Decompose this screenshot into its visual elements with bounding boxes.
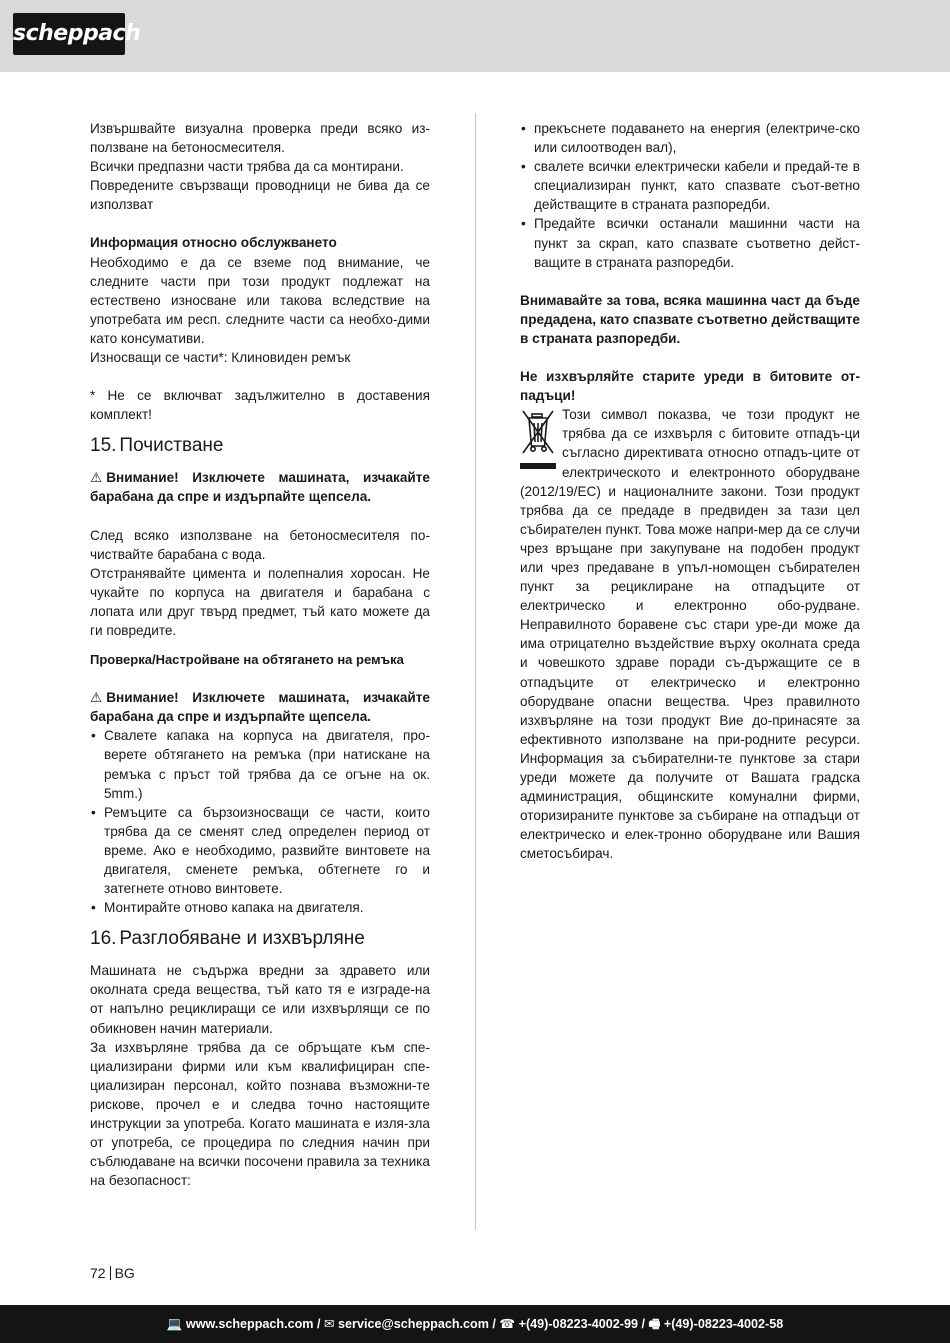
warning-text: Внимание! Изключете машината, изчакайте барабана да спре и издърпайте щепсела. xyxy=(90,690,430,725)
footnote: * Не се включват задължително в доставения комплект! xyxy=(90,388,430,423)
contact-footer: 💻 www.scheppach.com / ✉ service@scheppach.com / ☎ +(49)-08223-4002-99 / 🖷 +(49)-08223-4002-58 xyxy=(0,1305,950,1343)
paragraph: Извършвайте визуална проверка преди всяко из-ползване на бетоносмесителя. xyxy=(90,121,430,156)
belt-steps-list xyxy=(90,726,430,917)
list-item: • прекъснете подаването на енергия (електриче-ско или силоотводен вал), xyxy=(520,119,860,157)
page-number-value: 72 xyxy=(90,1265,106,1281)
paragraph: Отстранявайте цимента и полепналия хоросан. Не чукайте по корпуса на двигателя и барабана с лопата или друг твърд предмет, тъй като можете да ги повредите. xyxy=(90,565,430,638)
page-number xyxy=(90,1264,135,1283)
section-16-heading xyxy=(90,927,430,951)
scheppach-logo: scheppach xyxy=(13,13,125,55)
crossed-out-wheelie-bin-icon xyxy=(520,407,556,471)
list-item: • Предайте всички останали машинни части на пункт за скрап, като спазвате съответно дейст-ващите в страната разпоредби. xyxy=(520,214,860,271)
section-number: 15. xyxy=(90,435,117,457)
disposal-steps-list xyxy=(520,119,860,272)
section-title: Разглобяване и изхвърляне xyxy=(119,928,365,950)
weee-heading: Не изхвърляйте старите уреди в битовите от-падъци! xyxy=(520,369,860,404)
language-code: BG xyxy=(114,1265,135,1281)
wear-parts-line: Износващи се части*: Клиновиден ремък xyxy=(90,350,351,366)
belt-heading: Проверка/Настройване на обтягането на ремъка xyxy=(90,652,404,668)
column-divider xyxy=(475,113,476,1230)
paragraph: Машината не съдържа вредни за здравето или околната среда вещества, тъй като тя е изграде-на от напълно рециклиращи се или изхвърлящи се по обикновен начин материали. xyxy=(90,963,430,1036)
weee-notice xyxy=(520,405,860,863)
warning-icon: ⚠ xyxy=(90,690,103,706)
section-15-heading xyxy=(90,434,430,458)
paragraph: Необходимо е да се вземе под внимание, че следните части при този продукт подлежат на естествено износване или такова вследствие на употребата им респ. следните части са необхо-дими като консумативи. xyxy=(90,254,430,346)
right-column xyxy=(520,119,860,863)
bold-note: Внимавайте за това, всяка машинна част да бъде предадена, като спазвате съответно действащите в страната разпоредби. xyxy=(520,292,860,346)
list-item: • Монтирайте отново капака на двигателя. xyxy=(90,898,430,917)
paragraph: След всяко използване на бетоносмесителя по-чиствайте барабана с вода. xyxy=(90,527,430,562)
section-title: Почистване xyxy=(119,435,224,457)
weee-text: Този символ показва, че този продукт не трябва да се изхвърля с битовите отпадъ-ци съгласно директивата относно отпадъ-ците от електрическото и електронното оборудване (2012/19/ЕС) и националните закони. Този продукт трябва да се предаде в предвиден за тази цел събирателен пункт. Това може напри-мер да се случи чрез връщане при закупуване на подобен продукт или чрез предаване в упъл-номощен събирателен пункт за рециклиране на отпадъците от електрическо и електронно обо-рудване. Неправилното боравене със стари уре-ди може да има отрицателно въздействие върху околната среда и човешкото здраве поради съ-държащите се в отпадъците от електрическо и електронно оборудване опасни вещества. Чрез правилното изхвърляне на този продукт Вие до-принасяте за ефективното използване на при-родните ресурси. Информация за събирателни-те пунктове за стари уреди можете да получите от Вашата градска администрация, общинските комунални фирми, оторизираните пунктове за събиране на отпадъци от електрическо и елек-тронно оборудване или Вашия сметосъбирач. xyxy=(520,407,860,862)
page-header xyxy=(0,0,950,72)
list-item: • свалете всички електрически кабели и предай-те в специализиран пункт, като спазвате съот-ветно действащите в страната разпоредби. xyxy=(520,157,860,214)
section-number: 16. xyxy=(90,928,117,950)
warning-notice xyxy=(90,468,430,506)
paragraph: Всички предпазни части трябва да са монтирани. xyxy=(90,159,404,175)
left-column xyxy=(90,119,430,1190)
warning-notice xyxy=(90,688,430,726)
warning-text: Внимание! Изключете машината, изчакайте барабана да спре и издърпайте щепсела. xyxy=(90,470,430,505)
maintenance-heading: Информация относно обслужването xyxy=(90,235,337,251)
paragraph: За изхвърляне трябва да се обръщате към спе-циализирани фирми или към квалифициран спе-циализиран персонал, който познава възможни-те рискове, прочел е и следва точно настоящите инструкции за употреба. Когато машината е изля-зла от употреба, се процедира по следния начин при съблюдаване на всички посочени правила за техника на безопасност: xyxy=(90,1039,430,1189)
warning-icon: ⚠ xyxy=(90,470,103,486)
list-item: • Ремъците са бързоизносващи се части, които трябва да се сменят след определен период от време. Ако е необходимо, развийте винтовете на двигателя, сменете ремъка, обтегнете го и затегнете отново винтовете. xyxy=(90,803,430,898)
paragraph: Повредените свързващи проводници не бива да се използват xyxy=(90,178,430,213)
list-item: • Свалете капака на корпуса на двигателя, про-верете обтягането на ремъка (при натискане на ремъка с пръст той трябва да се огъне на ок. 5mm.) xyxy=(90,726,430,802)
